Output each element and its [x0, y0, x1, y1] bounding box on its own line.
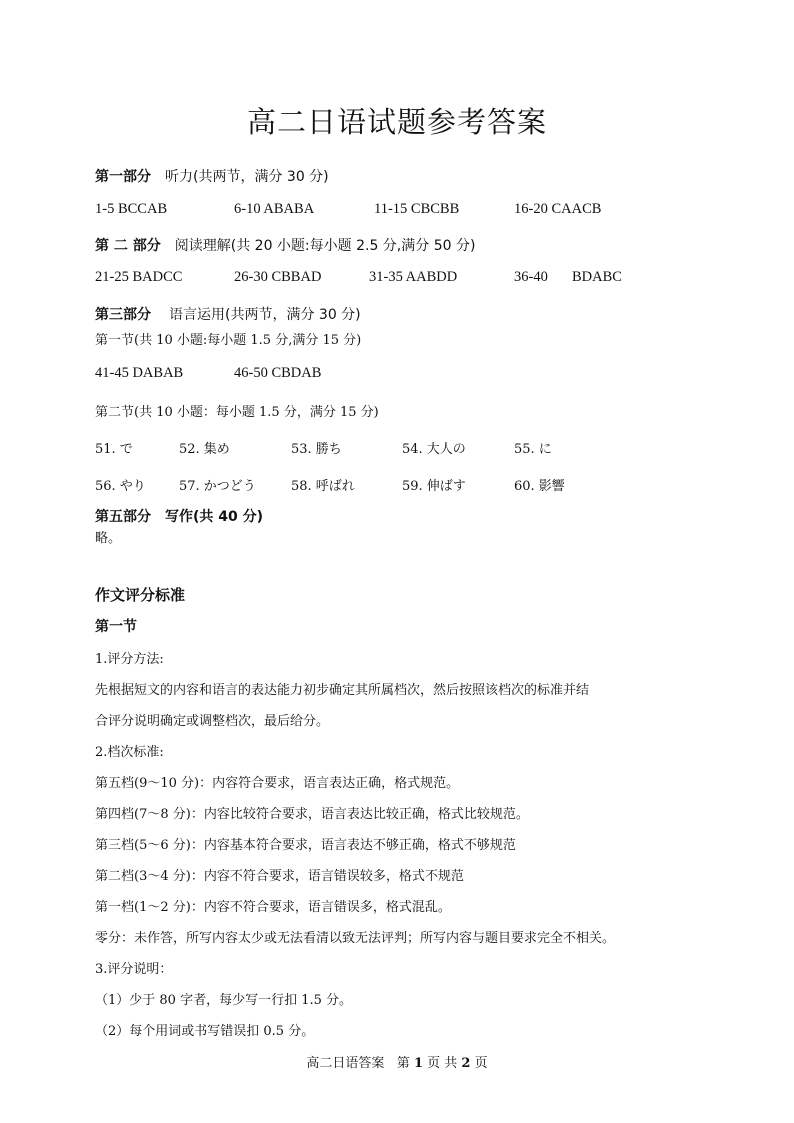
- answer-26-30: 26-30 CBBAD: [234, 269, 322, 285]
- answer-36-40-value: BDABC: [572, 269, 622, 285]
- level-2: 第二档(3～4 分)：内容不符合要求，语言错误较多，格式不规范: [95, 869, 464, 884]
- answer-55: 55. に: [514, 442, 552, 457]
- answer-21-25: 21-25 BADCC: [95, 269, 183, 285]
- part5-title: 写作(共 40 分): [165, 509, 264, 525]
- note-1: （1）少于 80 字者，每少写一行扣 1.5 分。: [95, 993, 353, 1008]
- answer-52: 52. 集め: [179, 442, 230, 457]
- answer-16-20: 16-20 CAACB: [514, 201, 602, 217]
- answer-6-10: 6-10 ABABA: [234, 201, 315, 217]
- part3-section1-heading: 第一节(共 10 小题:每小题 1.5 分,满分 15 分): [95, 333, 362, 348]
- level-1: 第一档(1～2 分)：内容不符合要求，语言错误多，格式混乱。: [95, 900, 451, 915]
- part1-title: 听力(共两节，满分 30 分): [165, 169, 329, 185]
- answer-51: 51. で: [95, 442, 133, 457]
- answer-57: 57. かつどう: [179, 479, 256, 494]
- footer-page-suffix: 页: [474, 1056, 488, 1071]
- part5-heading: [95, 506, 263, 526]
- footer-page-mid: 页 共: [427, 1056, 458, 1071]
- level-4: 第四档(7～8 分)：内容比较符合要求，语言表达比较正确，格式比较规范。: [95, 807, 529, 822]
- answer-36-40-label: 36-40: [514, 269, 548, 285]
- method-line-1: 先根据短文的内容和语言的表达能力初步确定其所属档次，然后按照该档次的标准并结: [95, 683, 590, 698]
- level-3: 第三档(5～6 分)：内容基本符合要求，语言表达不够正确，格式不够规范: [95, 838, 516, 853]
- part3-title: 语言运用(共两节，满分 30 分): [169, 307, 361, 323]
- footer-doc-title: 高二日语答案: [306, 1056, 385, 1071]
- method-line-2: 合评分说明确定或调整档次，最后给分。: [95, 714, 330, 729]
- answer-60: 60. 影響: [514, 479, 565, 494]
- answer-1-5: 1-5 BCCAB: [95, 201, 168, 217]
- footer-page-total: 2: [461, 1056, 471, 1071]
- answer-11-15: 11-15 CBCBB: [374, 201, 460, 217]
- answer-59: 59. 伸ばす: [402, 479, 466, 494]
- answer-31-35: 31-35 AABDD: [369, 269, 458, 285]
- level-0: 零分：未作答，所写内容太少或无法看清以致无法评判；所写内容与题目要求完全不相关。: [95, 931, 616, 946]
- answer-46-50: 46-50 CBDAB: [234, 365, 322, 381]
- page-footer: [0, 1052, 794, 1071]
- notes-title: 3.评分说明：: [95, 962, 173, 977]
- note-2: （2）每个用词或书写错误扣 0.5 分。: [95, 1024, 315, 1039]
- level-5: 第五档(9～10 分)：内容符合要求，语言表达正确，格式规范。: [95, 776, 460, 791]
- footer-page-prefix: 第: [396, 1056, 410, 1071]
- page-title: 高二日语试题参考答案: [246, 105, 547, 139]
- part5-content: 略。: [95, 531, 122, 546]
- answer-54: 54. 大人の: [402, 442, 466, 457]
- part2-heading: [95, 235, 475, 255]
- criteria-section: 第一节: [95, 619, 137, 635]
- footer-page-number: 1: [413, 1056, 423, 1071]
- part3-name: 第三部分: [95, 307, 151, 323]
- criteria-title: 作文评分标准: [95, 586, 186, 604]
- answer-41-45: 41-45 DABAB: [95, 365, 184, 381]
- levels-title: 2.档次标准:: [95, 745, 164, 760]
- part5-name: 第五部分: [95, 509, 151, 525]
- part2-title: 阅读理解(共 20 小题:每小题 2.5 分,满分 50 分): [174, 238, 476, 254]
- answer-53: 53. 勝ち: [291, 442, 342, 457]
- part3-heading: [95, 304, 361, 324]
- part1-heading: [95, 166, 329, 186]
- method-title: 1.评分方法:: [95, 652, 164, 667]
- part3-section2-heading: 第二节(共 10 小题：每小题 1.5 分，满分 15 分): [95, 405, 379, 420]
- part2-name: 第 二 部分: [95, 238, 161, 254]
- part1-name: 第一部分: [95, 169, 151, 185]
- answer-58: 58. 呼ばれ: [291, 479, 355, 494]
- answer-56: 56. やり: [95, 479, 146, 494]
